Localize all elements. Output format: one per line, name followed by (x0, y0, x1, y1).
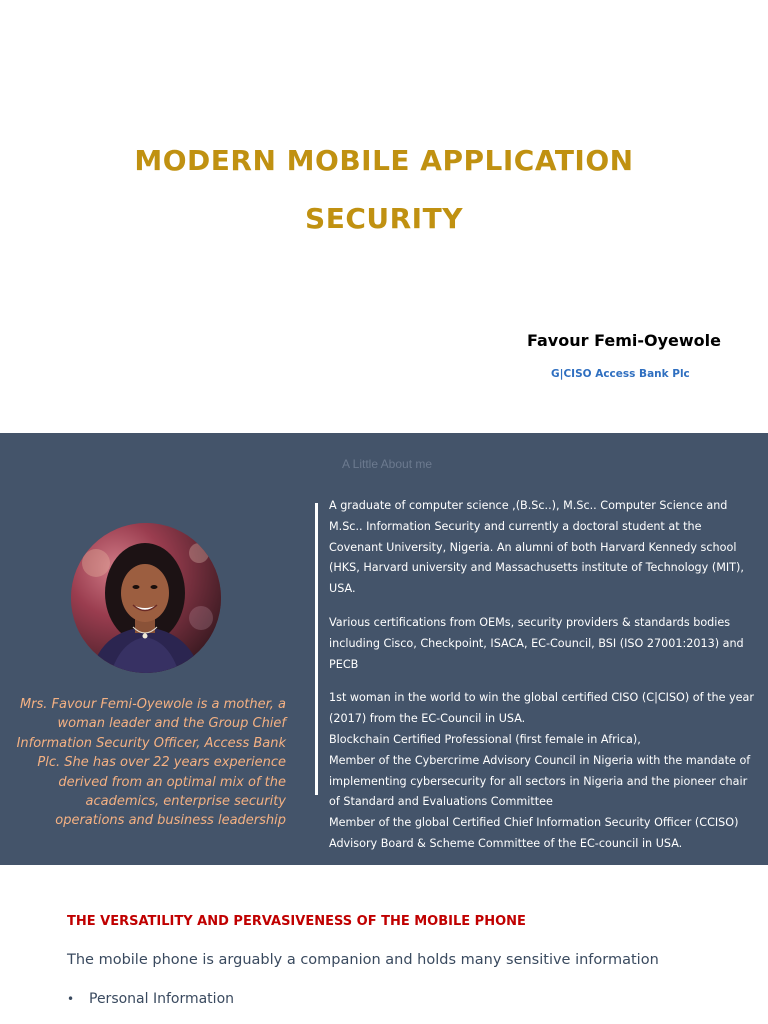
detail-award: 1st woman in the world to win the global certified CISO (C|CISO) of the year (2017) from the EC-Council in USA. (329, 691, 754, 726)
detail-blockchain: Blockchain Certified Professional (first female in Africa), (329, 732, 641, 746)
detail-cybercrime-council: Member of the Cybercrime Advisory Council in Nigeria with the mandate of implementing cybersecurity for all sectors in Nigeria and the pioneer chair of Standard and Evaluations Committee (329, 753, 751, 809)
detail-cciso-board: Member of the global Certified Chief Information Security Officer (CCISO) Advisory Board & Scheme Committee of the EC-council in USA. (329, 816, 739, 850)
bullet-item (67, 991, 234, 1007)
author-bio: Mrs. Favour Femi-Oyewole is a mother, a woman leader and the Group Chief Information Security Officer, Access Bank Plc. She has over 22 years experience derived from an optimal mix of the academics, enterprise security operations and business leadership (16, 697, 286, 829)
versatility-text: The mobile phone is arguably a companion and holds many sensitive information (67, 952, 659, 968)
author-photo (71, 523, 221, 673)
bullet-icon: • (67, 992, 75, 1006)
slide-title-line-1: MODERN MOBILE APPLICATION (134, 144, 634, 177)
bullet-label: Personal Information (89, 991, 235, 1007)
detail-education: A graduate of computer science ,(B.Sc..), M.Sc.. Computer Science and M.Sc.. Information Security and currently a doctoral student at the Covenant University, Nigeria. An alumni of both Harvard Kennedy school (HKS, Harvard university and Massachusetts institute of Technology (MIT), USA. (329, 499, 744, 596)
versatility-slide (0, 866, 768, 1024)
about-slide (0, 433, 768, 865)
about-heading: A Little About me (341, 457, 433, 471)
author-details (329, 496, 754, 855)
title-slide (0, 0, 768, 432)
detail-certifications: Various certifications from OEMs, security providers & standards bodies including Cisco, Checkpoint, ISACA, EC-Council, BSI (ISO 27001:2013) and PECB (329, 615, 744, 671)
versatility-heading: THE VERSATILITY AND PERVASIVENESS OF THE MOBILE PHONE (67, 914, 526, 929)
vertical-divider (315, 503, 318, 795)
author-name: Favour Femi-Oyewole (527, 331, 721, 350)
author-role: G|CISO Access Bank Plc (551, 368, 690, 380)
slide-title-line-2: SECURITY (305, 202, 463, 235)
